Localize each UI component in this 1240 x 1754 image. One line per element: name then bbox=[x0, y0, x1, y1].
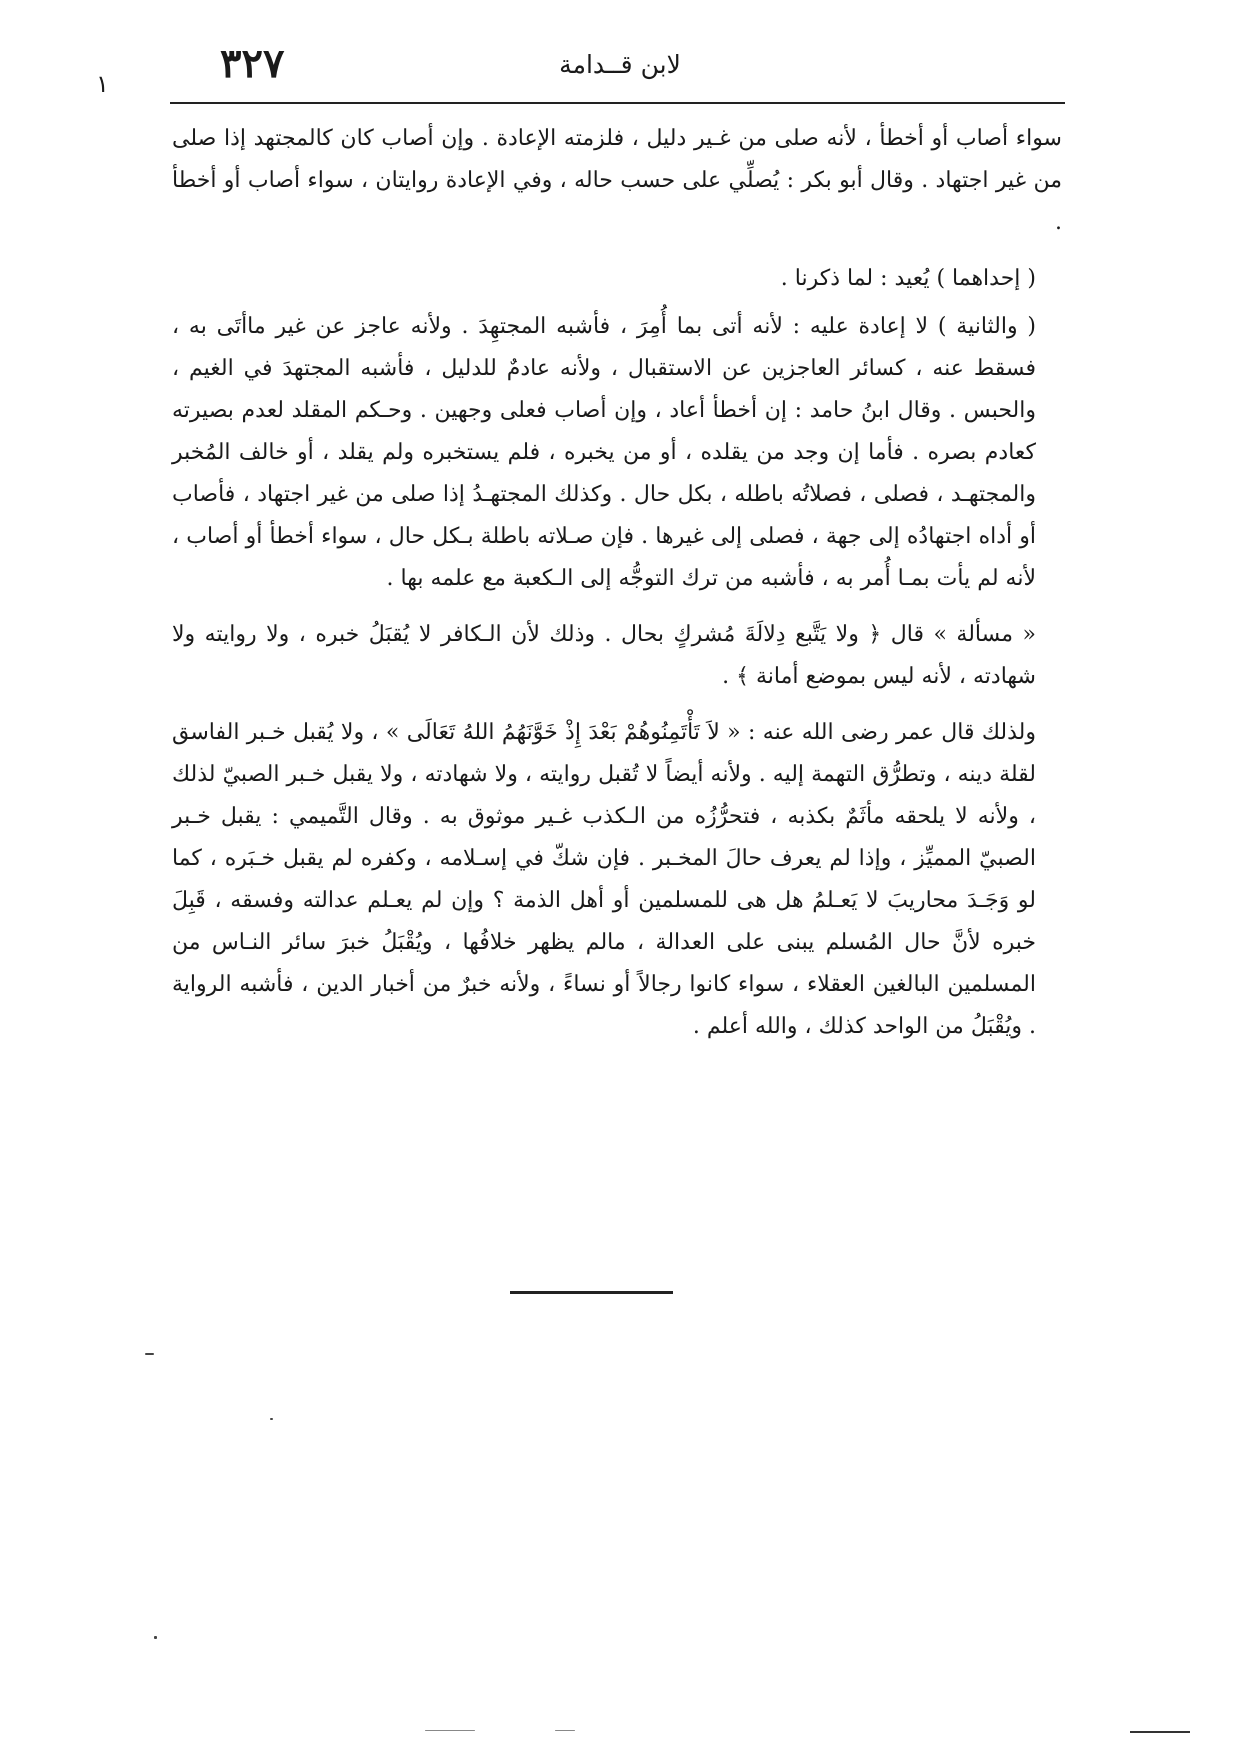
scan-speck bbox=[555, 1730, 575, 1731]
scan-speck bbox=[145, 1353, 154, 1355]
paragraph-5: ولذلك قال عمر رضى الله عنه : « لاَ تَأْتَمِنُوهُمْ بَعْدَ إِذْ خَوَّنَهُمُ اللهُ تَعَالَى » ، ولا يُقبل خـبر الفاسق لقلة دينه ، وتطرُّق التهمة إليه . ولأنه أيضاً لا تُقبل روايته ، ولا شهادته ، ولا يقبل خـبر الصبيّ لذلك ، ولأنه لا يلحقه مأثَمٌ بكذبه ، فتحرُّزُه من الـكذب غـير موثوق به . وقال التَّميمي : يقبل خـبر الصبيّ المميِّز ، وإذا لم يعرف حالَ المخـبر . فإن شكّ في إسـلامه ، وكفره لم يقبل خـبَره ، كما لو وَجَـدَ محاريبَ لا يَعـلمُ هل هى للمسلمين أو أهل الذمة ؟ وإن لم يعـلم عدالته وفسقه ، قَبِلَ خبره لأنَّ حال المُسلم يبنى على العدالة ، مالم يظهر خلافُها ، ويُقْبَلُ خبرَ سائر النـاس من المسلمين البالغين العقلاء ، سواء كانوا رجالاً أو نساءً ، ولأنه خبرٌ من أخبار الدين ، فأشبه الرواية . ويُقْبَلُ من الواحد كذلك ، والله أعلم . bbox=[172, 720, 1036, 1039]
scan-speck bbox=[154, 1636, 157, 1639]
paragraph-4: « مسألة » قال ﴿ ولا يَتَّبع دِلالَةَ مُشركٍ بحال . وذلك لأن الـكافر لا يُقبَلُ خبره ، ولا روايته ولا شهادته ، لأنه ليس بموضع أمانة ﴾ . bbox=[172, 622, 1036, 689]
paragraph-3: ( والثانية ) لا إعادة عليه : لأنه أتى بما أُمِرَ ، فأشبه المجتهِدَ . ولأنه عاجز عن غير ماأتَى به ، فسقط عنه ، كسائر العاجزين عن الاستقبال ، ولأنه عادمٌ للدليل ، فأشبه المجتهدَ في الغيم ، والحبس . وقال ابنُ حامد : إن أخطأ أعاد ، وإن أصاب فعلى وجهين . وحـكم المقلد لعدم بصيرته كعادم بصره . فأما إن وجد من يقلده ، أو من يخبره ، فلم يستخبره ولم يقلد ، أو خالف المُخبر والمجتهـد ، فصلى ، فصلاتُه باطله ، بكل حال . وكذلك المجتهـدُ إذا صلى من غير اجتهاد ، فأصاب أو أداه اجتهادُه إلى جهة ، فصلى إلى غيرها . فإن صـلاته باطلة بـكل حال ، سواء أخطأ أو أصاب ، لأنه لم يأت بمـا أُمر به ، فأشبه من ترك التوجُّه إلى الـكعبة مع علمه بها . bbox=[172, 314, 1036, 591]
paragraph-1: سواء أصاب أو أخطأ ، لأنه صلى من غـير دليل ، فلزمته الإعادة . وإن أصاب كان كالمجتهد إذا صلى من غير اجتهاد . وقال أبو بكر : يُصلِّي على حسب حاله ، وفي الإعادة روايتان ، سواء أصاب أو أخطأ . bbox=[172, 126, 1062, 235]
page-body bbox=[172, 118, 1062, 1062]
scan-speck bbox=[425, 1730, 475, 1731]
paragraph-2: ( إحداهما ) يُعيد : لما ذكرنا . bbox=[780, 266, 1036, 291]
header-rule bbox=[170, 102, 1065, 104]
margin-mark: ١ bbox=[96, 70, 109, 98]
page-header bbox=[170, 40, 1070, 100]
end-of-text-rule bbox=[510, 1291, 673, 1294]
running-title: لابن قــدامة bbox=[559, 50, 681, 79]
scan-speck bbox=[270, 1418, 273, 1420]
page-number: ٣٢٧ bbox=[220, 40, 285, 87]
footer-rule bbox=[1130, 1731, 1190, 1733]
